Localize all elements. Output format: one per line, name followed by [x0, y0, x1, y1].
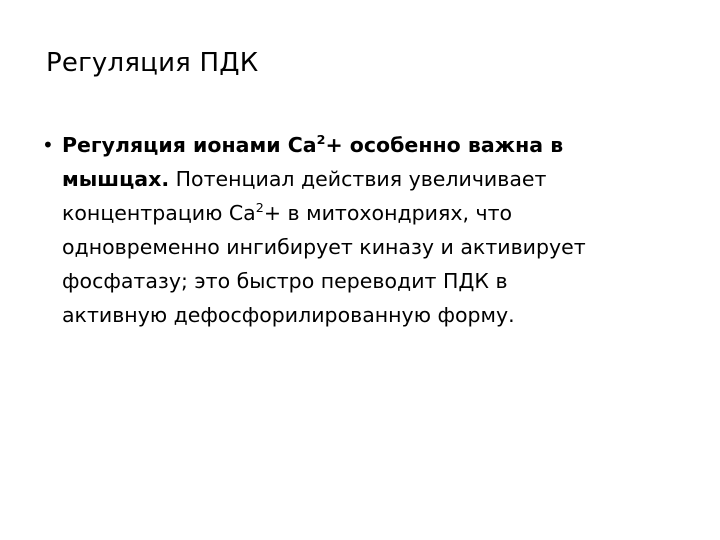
text-segment-t2: + в митохондриях, что одновременно ингибирует киназу и активирует фосфатазу; это быстро переводит ПДК в активную дефосфорилированную форму. [62, 201, 586, 327]
slide-body [36, 128, 676, 332]
list-item [36, 128, 676, 332]
text-segment-b2: + особенно важна в мышцах. [62, 133, 564, 191]
bullet-icon: • [42, 133, 54, 157]
superscript-charge-1: 2 [316, 132, 326, 148]
superscript-charge-2: 2 [255, 200, 264, 216]
list-item-text [62, 128, 592, 332]
page-title: Регуляция ПДК [46, 48, 259, 78]
text-segment-b1: Регуляция ионами Са [62, 133, 317, 157]
text-segment-t1: Потенциал действия увеличивает концентрацию Са [62, 167, 547, 225]
